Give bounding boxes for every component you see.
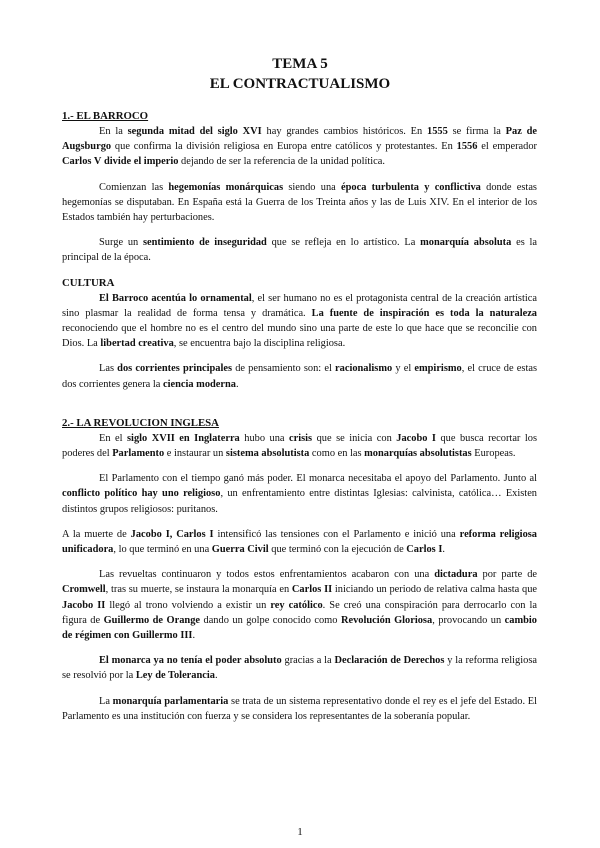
paragraph: En la segunda mitad del siglo XVI hay grandes cambios históricos. En 1555 se firma la Paz de Augsburgo que confirma la división religiosa en Europa entre católicos y protestantes. En 1556 el emperador Carlos V divide el imperio dejando de ser la referencia de la unidad política.: [62, 126, 538, 168]
paragraph: En el siglo XVII en Inglaterra hubo una crisis que se inicia con Jacobo I que busca recortar los poderes del Parlamento e instaurar un sistema absolutista como en las monarquías absolutistas Europeas.: [62, 432, 538, 460]
bold-term: Revolución Gloriosa: [340, 614, 433, 626]
paragraph: Surge un sentimiento de inseguridad que se refleja en lo artístico. La monarquía absoluta es la principal de la época.: [62, 237, 538, 264]
bold-term: El monarca ya no tenía el poder absoluto: [99, 655, 282, 667]
bold-term: Jacobo I: [396, 432, 436, 444]
paragraph: El Barroco acentúa lo ornamental, el ser humano no es el protagonista central de la creación artística sino plasmar la realidad de forma tensa y dramática. La fuente de inspiración es toda la naturaleza reconociendo que el hombre no es el centro del mundo sino una parte de este lo que hace que se reconcilie con Dios. La libertad creativa, se encuentra bajo la disciplina religiosa.: [62, 292, 538, 350]
bold-term: hegemonías monárquicas: [168, 181, 284, 193]
bold-term: 1555: [427, 126, 448, 137]
paragraph: La monarquía parlamentaria se trata de un sistema representativo donde el rey es el jefe del Estado. El Parlamento es una institución con fuerza y se considera los representantes de la soberanía popular.: [62, 695, 537, 722]
bold-term: monarquía absoluta: [420, 237, 512, 249]
bold-term: cambio de régimen con Guillermo III: [62, 614, 537, 642]
bold-term: Ley de Tolerancia: [135, 670, 215, 682]
bold-term: dictadura: [434, 569, 478, 581]
bold-term: Parlamento: [112, 448, 165, 460]
bold-term: 1556: [456, 141, 478, 153]
bold-term: sentimiento de inseguridad: [142, 237, 267, 249]
bold-term: Carlos V: [62, 156, 102, 168]
bold-term: rey católico: [270, 599, 323, 611]
paragraph: Comienzan las hegemonías monárquicas siendo una época turbulenta y conflictiva donde estas hegemonías se disputaban. En España está la Guerra de los Treinta años y las de Luis XIV. En el interior de los Estados también hay perturbaciones.: [62, 181, 537, 224]
bold-term: El Barroco acentúa lo ornamental: [99, 292, 252, 304]
bold-term: sistema absolutista: [225, 448, 310, 460]
bold-term: La fuente de inspiración es toda la naturaleza: [311, 307, 538, 319]
bold-term: crisis: [289, 432, 313, 444]
section-heading-cultura: CULTURA: [62, 276, 115, 289]
bold-term: reforma religiosa unificadora: [62, 528, 538, 556]
bold-term: ciencia moderna: [162, 378, 236, 390]
bold-term: Guerra Civil: [211, 544, 269, 556]
topic-title: EL CONTRACTUALISMO: [209, 76, 391, 92]
bold-term: Cromwell: [62, 584, 106, 596]
paragraph: A la muerte de Jacobo I, Carlos I intensificó las tensiones con el Parlamento e inició una reforma religiosa unificadora, lo que terminó en una Guerra Civil que terminó con la ejecución de Carlos I.: [62, 528, 538, 556]
bold-term: conflicto político hay uno religioso: [62, 488, 221, 500]
bold-term: siglo XVII en Inglaterra: [127, 432, 240, 444]
bold-term: Jacobo I, Carlos I: [130, 528, 214, 540]
topic-number: TEMA 5: [272, 56, 328, 72]
section-heading-barroco: 1.- EL BARROCO: [62, 110, 149, 122]
bold-term: dos corrientes principales: [117, 363, 233, 375]
bold-term: Jacobo II: [62, 599, 106, 611]
bold-term: Declaración de Derechos: [334, 655, 445, 667]
bold-term: Paz de Augsburgo: [62, 126, 537, 153]
paragraph: Las revueltas continuaron y todos estos enfrentamientos acabaron con una dictadura por parte de Cromwell, tras su muerte, se instaura la monarquía en Carlos II iniciando un periodo de relativa calma hasta que Jacobo II llegó al trono volviendo a existir un rey católico. Se creó una conspiración para derrocarlo con la figura de Guillermo de Orange dando un golpe conocido como Revolución Gloriosa, provocando un cambio de régimen con Guillermo III.: [62, 569, 538, 642]
bold-term: libertad creativa: [100, 338, 174, 350]
section-heading-revolucion-inglesa: 2.- LA REVOLUCION INGLESA: [62, 416, 219, 429]
page-number: 1: [297, 826, 303, 838]
paragraph: El Parlamento con el tiempo ganó más poder. El monarca necesitaba el apoyo del Parlamento. Junto al conflicto político hay uno religioso, un enfrentamiento entre distintas Iglesias: calvinista, católica… Existen distintos grupos religiosos: puritanos.: [62, 473, 537, 515]
bold-term: empirismo: [414, 363, 462, 375]
paragraph: El monarca ya no tenía el poder absoluto gracias a la Declaración de Derechos y la reforma religiosa se resolvió por la Ley de Tolerancia.: [62, 655, 537, 682]
bold-term: racionalismo: [335, 363, 393, 375]
document-body: [62, 109, 537, 724]
bold-term: Carlos I: [406, 544, 443, 556]
bold-term: divide el imperio: [103, 156, 179, 168]
bold-term: Guillermo de Orange: [103, 614, 201, 626]
bold-term: monarquías absolutistas: [364, 448, 472, 460]
bold-term: segunda mitad del siglo XVI: [127, 126, 262, 137]
bold-term: época turbulenta y conflictiva: [341, 181, 481, 193]
bold-term: monarquía parlamentaria: [112, 695, 229, 707]
paragraph: Las dos corrientes principales de pensamiento son: el racionalismo y el empirismo, el cruce de estas dos corrientes genera la ciencia moderna.: [62, 363, 537, 390]
bold-term: Carlos II: [291, 584, 333, 596]
